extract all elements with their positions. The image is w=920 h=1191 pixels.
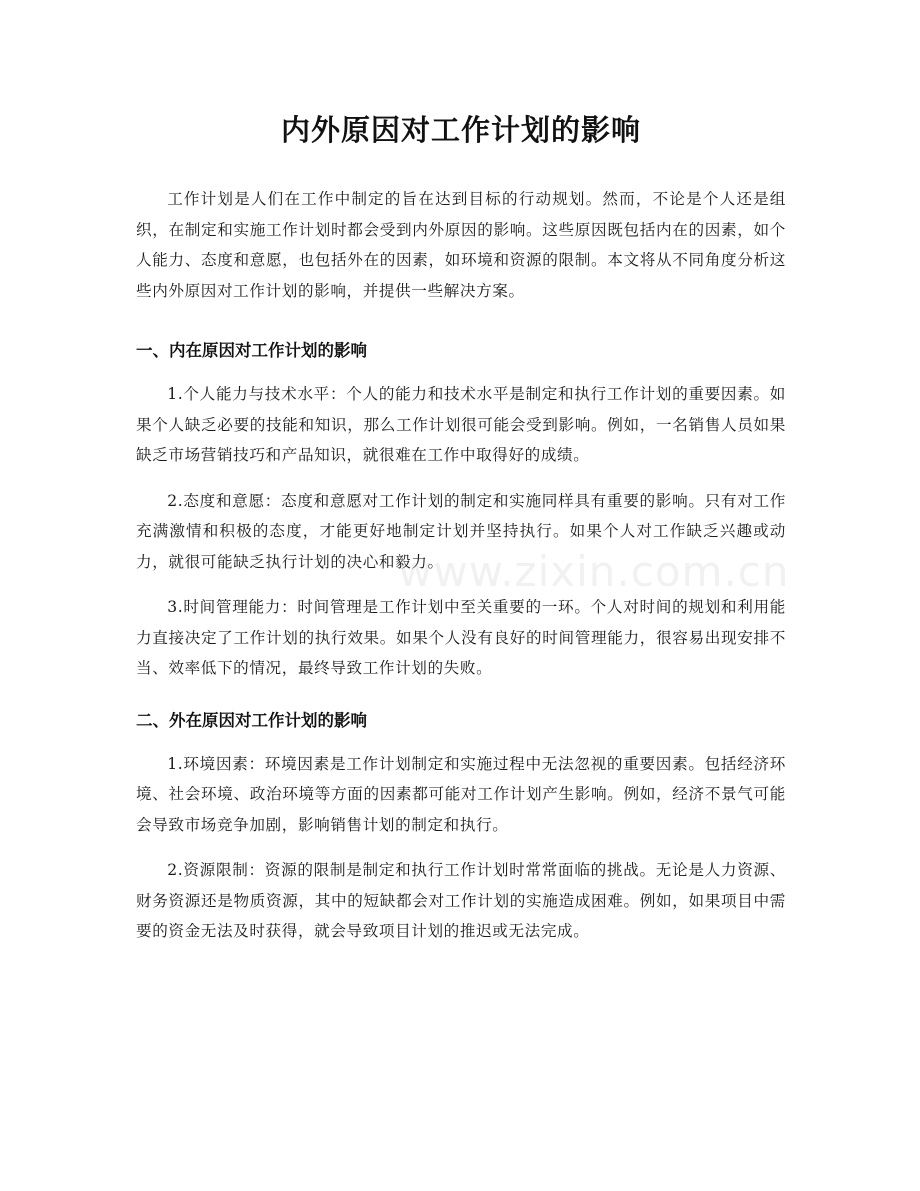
section-heading-external: 二、外在原因对工作计划的影响 bbox=[136, 710, 367, 730]
intro-paragraph: 工作计划是人们在工作中制定的旨在达到目标的行动规划。然而，不论是个人还是组织，在制定和实施工作计划时都会受到内外原因的影响。这些原因既包括内在的因素，如个人能力、态度和意愿，也包括外在的因素，如环境和资源的限制。本文将从不同角度分析这些内外原因对工作计划的影响，并提供一些解决方案。 bbox=[136, 190, 786, 300]
paragraph-environment: 1.环境因素：环境因素是工作计划制定和实施过程中无法忽视的重要因素。包括经济环境、社会环境、政治环境等方面的因素都可能对工作计划产生影响。例如，经济不景气可能会导致市场竞争加剧，影响销售计划的制定和执行。 bbox=[136, 754, 786, 834]
document-title: 内外原因对工作计划的影响 bbox=[280, 113, 641, 147]
paragraph-resources: 2.资源限制：资源的限制是制定和执行工作计划时常常面临的挑战。无论是人力资源、财务资源还是物质资源，其中的短缺都会对工作计划的实施造成困难。例如，如果项目中需要的资金无法及时获得，就会导致项目计划的推迟或无法完成。 bbox=[136, 861, 786, 940]
paragraph-attitude: 2.态度和意愿：态度和意愿对工作计划的制定和实施同样具有重要的影响。只有对工作充满激情和积极的态度，才能更好地制定计划并坚持执行。如果个人对工作缺乏兴趣或动力，就很可能缺乏执行计划的决心和毅力。 bbox=[136, 491, 786, 571]
paragraph-time-management: 3.时间管理能力：时间管理是工作计划中至关重要的一环。个人对时间的规划和利用能力直接决定了工作计划的执行效果。如果个人没有良好的时间管理能力，很容易出现安排不当、效率低下的情况，最终导致工作计划的失败。 bbox=[136, 598, 786, 677]
watermark: www.zixin.com.cn bbox=[398, 547, 790, 596]
document-page bbox=[136, 0, 786, 947]
section-heading-internal: 一、内在原因对工作计划的影响 bbox=[136, 341, 367, 360]
paragraph-personal-ability: 1.个人能力与技术水平：个人的能力和技术水平是制定和执行工作计划的重要因素。如果个人缺乏必要的技能和知识，那么工作计划很可能会受到影响。例如，一名销售人员如果缺乏市场营销技巧和产品知识，就很难在工作中取得好的成绩。 bbox=[136, 385, 786, 464]
